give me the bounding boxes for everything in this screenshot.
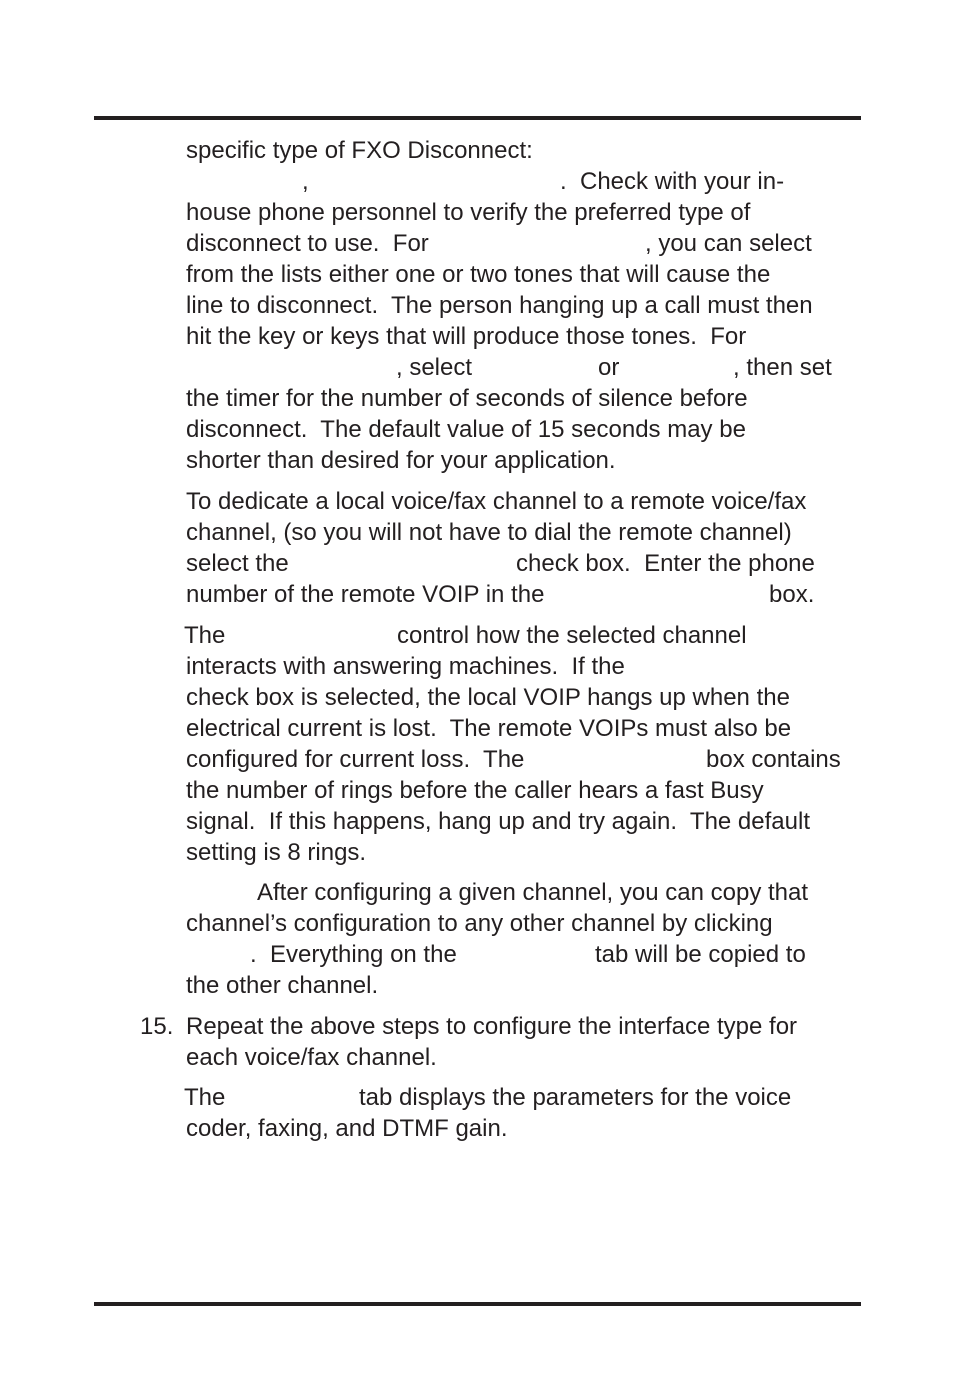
top-rule xyxy=(94,116,861,120)
text-line: Repeat the above steps to configure the interface type for xyxy=(186,1013,798,1040)
text-line: signal. If this happens, hang up and try again. The default xyxy=(186,808,810,835)
text-line: from the lists either one or two tones that will cause the xyxy=(186,261,771,288)
text-line: disconnect to use. For , you can select xyxy=(186,230,812,257)
text-line: channel, (so you will not have to dial the remote channel) xyxy=(186,519,792,546)
text-line: electrical current is lost. The remote VOIPs must also be xyxy=(186,715,792,742)
text-line: select the check box. Enter the phone xyxy=(186,550,815,577)
text-line: disconnect. The default value of 15 seconds may be xyxy=(186,416,746,443)
text-line: the timer for the number of seconds of silence before xyxy=(186,385,748,412)
text-line: line to disconnect. The person hanging up a call must then xyxy=(186,292,813,319)
bottom-rule xyxy=(94,1302,861,1306)
text-line: hit the key or keys that will produce those tones. For xyxy=(186,323,747,350)
text-line: specific type of FXO Disconnect: xyxy=(186,137,533,164)
step-number: 15. xyxy=(140,1013,174,1040)
text-line: check box is selected, the local VOIP hangs up when the xyxy=(186,684,790,711)
text-line: configured for current loss. The box contains xyxy=(186,746,841,773)
text-line: The control how the selected channel xyxy=(184,622,747,649)
text-line: setting is 8 rings. xyxy=(186,839,367,866)
text-line: To dedicate a local voice/fax channel to a remote voice/fax xyxy=(186,488,807,515)
text-line: interacts with answering machines. If the xyxy=(186,653,625,680)
text-line: each voice/fax channel. xyxy=(186,1044,437,1071)
text-line: The tab displays the parameters for the voice xyxy=(184,1084,792,1111)
text-line: coder, faxing, and DTMF gain. xyxy=(186,1115,508,1142)
text-line: shorter than desired for your application. xyxy=(186,447,616,474)
text-line: channel’s configuration to any other channel by clicking xyxy=(186,910,773,937)
text-line: number of the remote VOIP in the box. xyxy=(186,581,815,608)
text-line: house phone personnel to verify the preferred type of xyxy=(186,199,751,226)
text-line: the other channel. xyxy=(186,972,379,999)
text-line: the number of rings before the caller hears a fast Busy xyxy=(186,777,764,804)
